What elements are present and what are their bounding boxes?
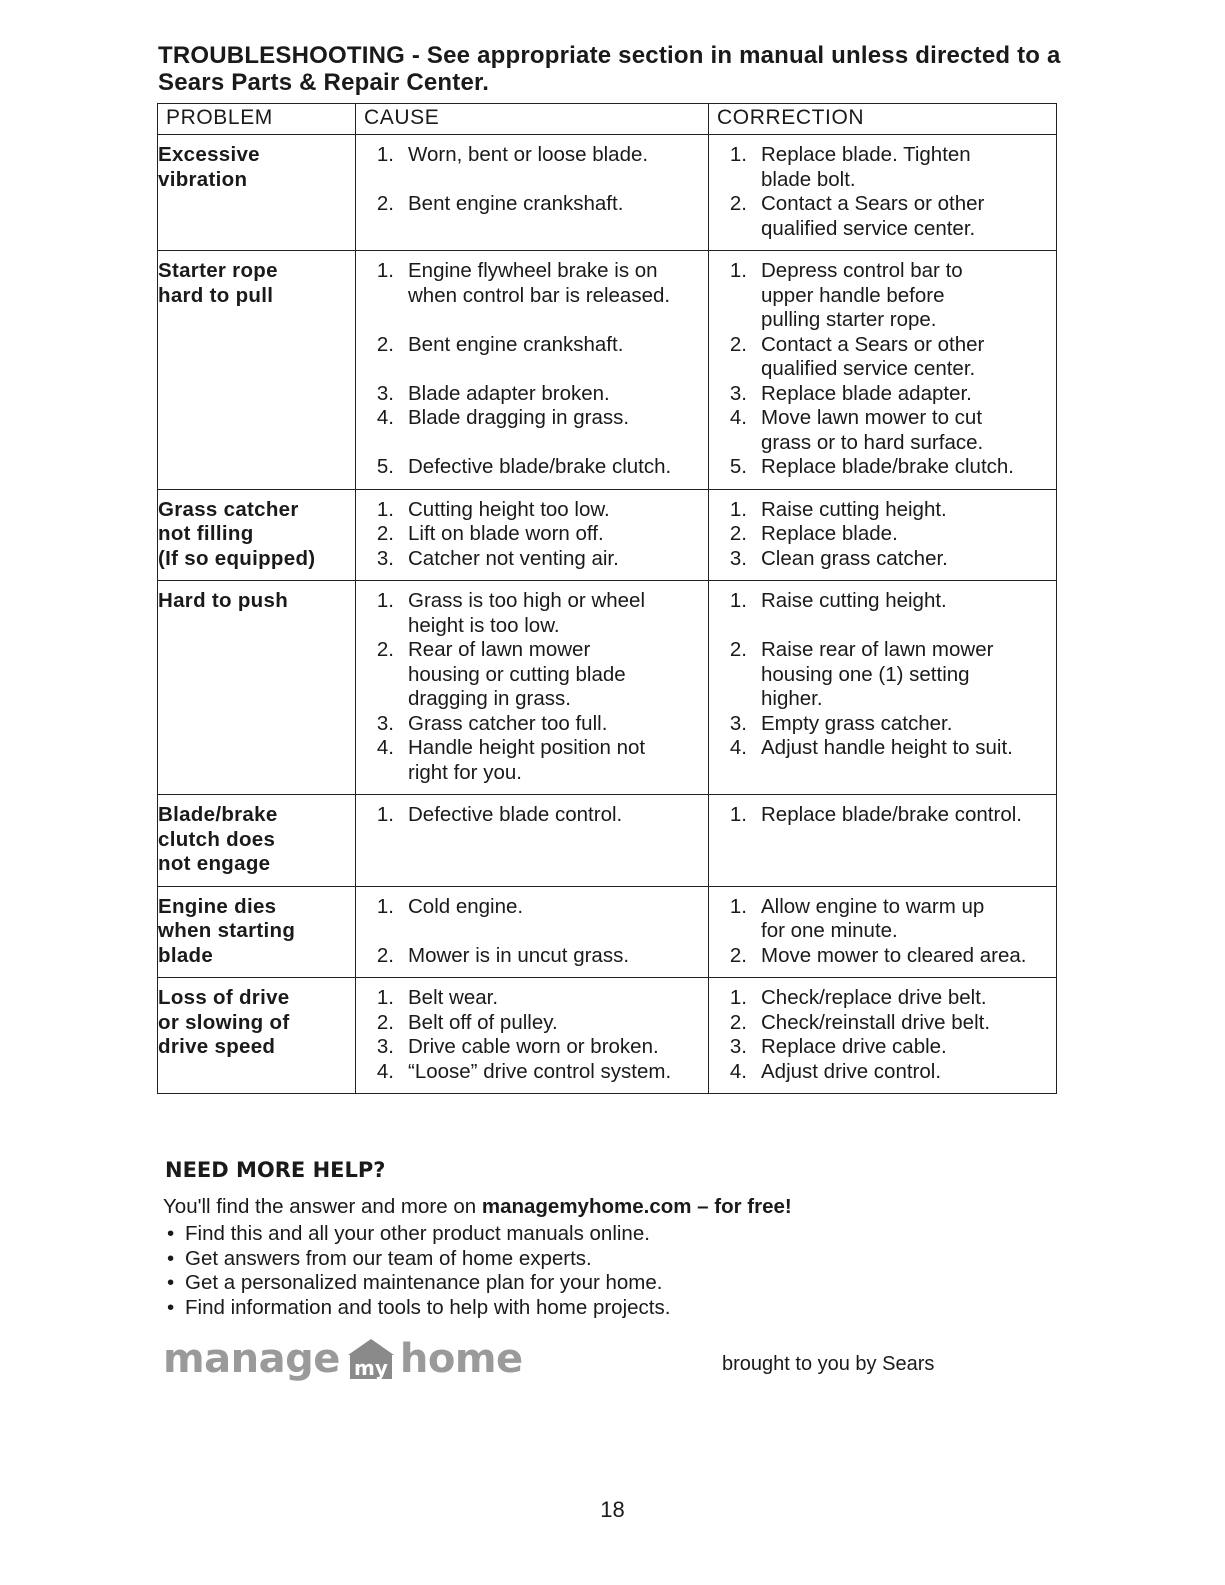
cause-number: 1. <box>376 259 394 282</box>
cause-text: Grass catcher too full. <box>408 711 608 735</box>
help-bullet-list <box>163 1222 1063 1320</box>
cause-text: Drive cable worn or broken. <box>408 1035 659 1058</box>
cause-text: Bent engine crankshaft. <box>408 192 624 215</box>
correction-number: 3. <box>729 1035 747 1058</box>
correction-text: Contact a Sears or other qualified service center. <box>761 332 985 380</box>
correction-item <box>709 192 1056 241</box>
correction-number: 1. <box>729 803 747 826</box>
cause-number: 4. <box>376 406 394 429</box>
correction-number: 1. <box>729 143 747 166</box>
correction-text: Raise cutting height. <box>761 497 947 521</box>
table-row <box>158 581 1057 795</box>
correction-text: Depress control bar to upper handle before pulling starter rope. <box>761 259 963 331</box>
table-row <box>158 135 1057 251</box>
cause-text: Catcher not venting air. <box>408 546 619 570</box>
cause-text: Defective blade control. <box>408 803 623 826</box>
cause-text: Lift on blade worn off. <box>408 522 604 545</box>
help-bullet-text: Get a personalized maintenance plan for your home. <box>185 1271 663 1294</box>
cause-item <box>356 1060 708 1085</box>
correction-item <box>709 1035 1056 1060</box>
correction-number: 2. <box>729 943 747 967</box>
cause-item <box>356 455 708 480</box>
cause-item <box>356 895 708 920</box>
cause-text: Grass is too high or wheel height is too low. <box>408 589 646 637</box>
correction-number: 2. <box>729 192 747 215</box>
help-bullet-item <box>163 1222 1063 1247</box>
correction-item <box>709 712 1056 737</box>
correction-item <box>709 736 1056 761</box>
bullet-dot: • <box>167 1271 175 1294</box>
correction-item <box>709 259 1056 333</box>
correction-text: Replace blade. Tighten blade bolt. <box>761 143 971 191</box>
cause-number: 2. <box>376 638 394 661</box>
problem-cell <box>158 489 356 581</box>
correction-text: Replace blade/brake clutch. <box>761 455 1014 478</box>
cause-item <box>356 547 708 572</box>
table-row <box>158 251 1057 490</box>
cause-cell <box>356 978 709 1094</box>
correction-text: Raise rear of lawn mower housing one (1) setting higher. <box>761 638 994 710</box>
cause-number: 3. <box>376 381 394 405</box>
cause-number: 2. <box>376 192 394 215</box>
help-bullet-text: Find this and all your other product manuals online. <box>185 1222 650 1245</box>
problem-cell <box>158 251 356 490</box>
help-bullet-item <box>163 1271 1063 1296</box>
correction-number: 3. <box>729 711 747 735</box>
correction-item <box>709 589 1056 614</box>
cause-number: 3. <box>376 711 394 735</box>
correction-item <box>709 143 1056 192</box>
cause-text: Worn, bent or loose blade. <box>408 143 649 166</box>
help-title: NEED MORE HELP? <box>165 1158 386 1182</box>
correction-text: Adjust drive control. <box>761 1059 942 1083</box>
problem-text: Engine dies when starting blade <box>158 894 296 967</box>
correction-text: Contact a Sears or other qualified service center. <box>761 192 985 240</box>
correction-number: 1. <box>729 259 747 282</box>
cause-item <box>356 143 708 168</box>
correction-number: 2. <box>729 1010 747 1034</box>
cause-cell <box>356 795 709 887</box>
correction-number: 1. <box>729 589 747 612</box>
cause-item <box>356 736 708 785</box>
help-bullet-item <box>163 1247 1063 1272</box>
correction-text: Raise cutting height. <box>761 589 947 612</box>
need-more-help-section <box>163 1156 1063 1320</box>
correction-cell <box>709 795 1057 887</box>
table-header-row <box>158 104 1057 135</box>
correction-cell <box>709 886 1057 978</box>
cause-number: 1. <box>376 986 394 1009</box>
correction-item <box>709 382 1056 407</box>
correction-text: Check/reinstall drive belt. <box>761 1010 991 1034</box>
correction-item <box>709 944 1056 969</box>
cause-text: Belt wear. <box>408 986 499 1009</box>
correction-item <box>709 455 1056 480</box>
cause-item <box>356 498 708 523</box>
problem-cell <box>158 978 356 1094</box>
table-row <box>158 886 1057 978</box>
problem-text: Blade/brake clutch does not engage <box>158 803 278 875</box>
cause-item <box>356 522 708 547</box>
help-intro <box>163 1194 1063 1220</box>
help-site-link[interactable]: managemyhome.com – for free! <box>481 1195 792 1218</box>
correction-text: Clean grass catcher. <box>761 546 948 570</box>
help-bullet-item <box>163 1296 1063 1321</box>
cause-item <box>356 589 708 638</box>
correction-item <box>709 1060 1056 1085</box>
help-bullet-text: Get answers from our team of home experts. <box>185 1246 592 1270</box>
cause-text: Defective blade/brake clutch. <box>408 455 672 478</box>
cause-text: Blade adapter broken. <box>408 381 610 405</box>
table-row <box>158 795 1057 887</box>
cause-cell <box>356 581 709 795</box>
correction-item <box>709 333 1056 382</box>
correction-text: Move mower to cleared area. <box>761 943 1027 967</box>
bullet-dot: • <box>167 1222 175 1245</box>
troubleshooting-table <box>157 103 1057 1094</box>
correction-item <box>709 1011 1056 1036</box>
logo-word-home: home <box>399 1336 523 1382</box>
cause-item <box>356 333 708 358</box>
header-cause: CAUSE <box>356 104 709 135</box>
cause-number: 3. <box>376 1035 394 1058</box>
correction-number: 2. <box>729 638 747 661</box>
problem-text: Loss of drive or slowing of drive speed <box>158 986 290 1058</box>
cause-item <box>356 712 708 737</box>
cause-number: 5. <box>376 455 394 478</box>
correction-cell <box>709 978 1057 1094</box>
cause-text: Bent engine crankshaft. <box>408 332 624 356</box>
cause-text: Belt off of pulley. <box>408 1010 558 1034</box>
header-problem: PROBLEM <box>158 104 356 135</box>
managemyhome-logo <box>163 1336 523 1382</box>
correction-text: Replace blade/brake control. <box>761 803 1022 826</box>
cause-text: Engine flywheel brake is on when control bar is released. <box>408 259 671 307</box>
cause-cell <box>356 135 709 251</box>
correction-cell <box>709 135 1057 251</box>
correction-text: Replace blade adapter. <box>761 381 972 405</box>
cause-text: Blade dragging in grass. <box>408 406 630 429</box>
correction-number: 4. <box>729 1059 747 1083</box>
cause-text: “Loose” drive control system. <box>408 1059 672 1083</box>
correction-cell <box>709 581 1057 795</box>
correction-number: 4. <box>729 736 747 759</box>
cause-item <box>356 382 708 407</box>
cause-number: 4. <box>376 736 394 759</box>
cause-number: 4. <box>376 1059 394 1083</box>
correction-text: Replace drive cable. <box>761 1035 947 1058</box>
correction-text: Empty grass catcher. <box>761 711 953 735</box>
cause-text: Cold engine. <box>408 894 524 918</box>
correction-text: Check/replace drive belt. <box>761 986 987 1009</box>
cause-number: 1. <box>376 894 394 918</box>
cause-number: 2. <box>376 332 394 356</box>
cause-item <box>356 1035 708 1060</box>
correction-number: 5. <box>729 455 747 478</box>
correction-number: 3. <box>729 546 747 570</box>
cause-cell <box>356 886 709 978</box>
header-correction: CORRECTION <box>709 104 1057 135</box>
correction-number: 2. <box>729 522 747 545</box>
problem-text: Excessive vibration <box>158 143 260 191</box>
cause-number: 2. <box>376 943 394 967</box>
problem-cell <box>158 795 356 887</box>
cause-number: 1. <box>376 589 394 612</box>
correction-item <box>709 406 1056 455</box>
correction-item <box>709 547 1056 572</box>
correction-text: Adjust handle height to suit. <box>761 736 1013 759</box>
help-bullet-text: Find information and tools to help with home projects. <box>185 1295 671 1319</box>
correction-text: Replace blade. <box>761 522 898 545</box>
logo-badge-text: my <box>353 1356 388 1380</box>
correction-item <box>709 895 1056 944</box>
table-body <box>158 135 1057 1094</box>
problem-text: Hard to push <box>158 589 289 612</box>
correction-item <box>709 522 1056 547</box>
correction-number: 3. <box>729 381 747 405</box>
cause-number: 3. <box>376 546 394 570</box>
cause-item <box>356 986 708 1011</box>
problem-cell <box>158 581 356 795</box>
cause-number: 1. <box>376 497 394 521</box>
cause-number: 1. <box>376 143 394 166</box>
correction-number: 1. <box>729 894 747 918</box>
cause-cell <box>356 251 709 490</box>
cause-item <box>356 259 708 308</box>
cause-item <box>356 192 708 217</box>
cause-number: 2. <box>376 1010 394 1034</box>
cause-text: Cutting height too low. <box>408 497 610 521</box>
bullet-dot: • <box>167 1295 175 1319</box>
correction-item <box>709 498 1056 523</box>
byline: brought to you by Sears <box>722 1353 935 1375</box>
page-heading: TROUBLESHOOTING - See appropriate section in manual unless directed to a Sears Parts & Repair Center. <box>158 42 1061 96</box>
cause-number: 1. <box>376 803 394 826</box>
problem-text: Starter rope hard to pull <box>158 259 278 307</box>
cause-text: Mower is in uncut grass. <box>408 943 630 967</box>
correction-item <box>709 986 1056 1011</box>
problem-cell <box>158 886 356 978</box>
house-logo-icon <box>346 1337 396 1381</box>
problem-cell <box>158 135 356 251</box>
cause-number: 2. <box>376 522 394 545</box>
cause-text: Handle height position not right for you. <box>408 736 646 784</box>
cause-item <box>356 638 708 712</box>
cause-item <box>356 803 708 828</box>
correction-number: 1. <box>729 986 747 1009</box>
help-intro-text: You'll find the answer and more on <box>163 1195 482 1218</box>
logo-word-manage: manage <box>163 1336 340 1382</box>
table-row <box>158 489 1057 581</box>
correction-text: Move lawn mower to cut grass or to hard surface. <box>761 406 984 454</box>
correction-cell <box>709 251 1057 490</box>
correction-item <box>709 803 1056 828</box>
page-number: 18 <box>600 1497 625 1522</box>
correction-text: Allow engine to warm up for one minute. <box>761 894 985 942</box>
cause-item <box>356 944 708 969</box>
cause-item <box>356 406 708 431</box>
bullet-dot: • <box>167 1246 175 1270</box>
cause-text: Rear of lawn mower housing or cutting blade dragging in grass. <box>408 638 626 710</box>
correction-number: 2. <box>729 332 747 356</box>
correction-number: 1. <box>729 497 747 521</box>
problem-text: Grass catcher not filling (If so equipped) <box>158 497 316 570</box>
cause-item <box>356 1011 708 1036</box>
correction-number: 4. <box>729 406 747 429</box>
table-row <box>158 978 1057 1094</box>
cause-cell <box>356 489 709 581</box>
correction-item <box>709 638 1056 712</box>
correction-cell <box>709 489 1057 581</box>
